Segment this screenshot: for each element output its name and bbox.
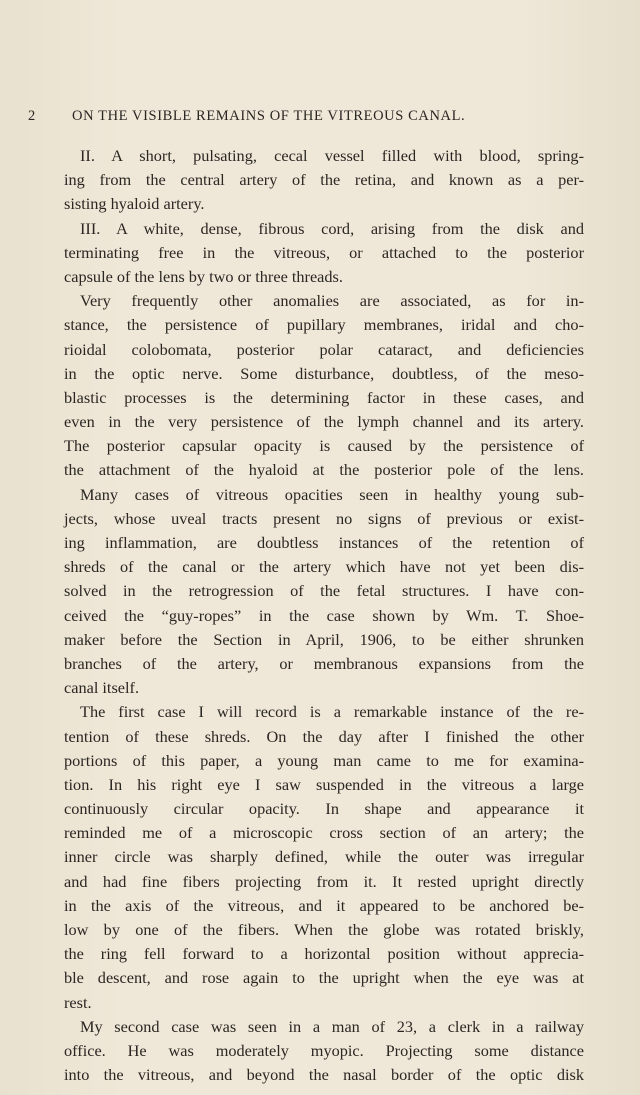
text-line: stance, the persistence of pupillary membranes, iridal and cho- — [64, 315, 584, 335]
text-line: ble descent, and rose again to the upright when the eye was at — [64, 968, 584, 988]
text-line: and had fine fibers projecting from it. It rested upright directly — [64, 871, 584, 891]
text-line: even in the very persistence of the lymph channel and its artery. — [64, 412, 584, 432]
text-line: ing inflammation, are doubtless instances of the retention of — [64, 533, 584, 552]
text-line: rioidal colobomata, posterior polar cataract, and deficiencies — [64, 339, 584, 359]
text-line: II. A short, pulsating, cecal vessel filled with blood, spring- — [80, 146, 584, 165]
running-head-title: ON THE VISIBLE REMAINS OF THE VITREOUS CANAL. — [72, 108, 466, 124]
text-line: My second case was seen in a man of 23, a clerk in a railway — [80, 1016, 584, 1036]
text-line: ceived the “guy-ropes” in the case shown by Wm. T. Shoe- — [64, 605, 584, 625]
text-line: in the axis of the vitreous, and it appeared to be anchored be- — [64, 895, 584, 915]
text-line: jects, whose uveal tracts present no signs of previous or exist- — [64, 508, 584, 528]
running-head — [28, 108, 608, 128]
page-number: 2 — [28, 108, 36, 124]
text-line: into the vitreous, and beyond the nasal border of the optic disk — [64, 1065, 584, 1085]
text-line: branches of the artery, or membranous expansions from the — [64, 653, 584, 673]
text-line: terminating free in the vitreous, or attached to the posterior — [64, 242, 584, 262]
text-line: solved in the retrogression of the fetal structures. I have con- — [64, 581, 584, 601]
text-line: tion. In his right eye I saw suspended in the vitreous a large — [64, 774, 584, 794]
text-line: Many cases of vitreous opacities seen in healthy young sub- — [80, 484, 584, 504]
text-line: Very frequently other anomalies are associated, as for in- — [80, 291, 584, 311]
text-line: rest. — [64, 992, 92, 1012]
text-line: canal itself. — [64, 678, 140, 698]
text-line: continuously circular opacity. In shape and appearance it — [64, 799, 584, 819]
text-line: III. A white, dense, fibrous cord, arising from the disk and — [80, 218, 584, 238]
text-line: blastic processes is the determining factor in these cases, and — [64, 387, 584, 407]
text-line: the ring fell forward to a horizontal position without apprecia- — [64, 944, 584, 964]
body-text — [64, 144, 584, 1087]
text-line: sisting hyaloid artery. — [64, 194, 205, 214]
text-line: reminded me of a microscopic cross section of an artery; the — [64, 823, 584, 843]
text-line: capsule of the lens by two or three threads. — [64, 266, 343, 286]
text-line: The first case I will record is a remarkable instance of the re- — [80, 702, 584, 722]
text-line: office. He was moderately myopic. Projecting some distance — [64, 1040, 584, 1060]
text-line: low by one of the fibers. When the globe was rotated briskly, — [64, 920, 584, 939]
text-line: portions of this paper, a young man came to me for examina- — [64, 750, 584, 770]
text-line: shreds of the canal or the artery which have not yet been dis- — [64, 557, 584, 577]
text-line: inner circle was sharply defined, while the outer was irregular — [64, 847, 584, 867]
text-line: maker before the Section in April, 1906, to be either shrunken — [64, 629, 584, 649]
text-line: ing from the central artery of the retina, and known as a per- — [64, 170, 584, 190]
text-line: The posterior capsular opacity is caused by the persistence of — [64, 436, 584, 456]
text-line: in the optic nerve. Some disturbance, doubtless, of the meso- — [64, 363, 584, 383]
text-line: the attachment of the hyaloid at the posterior pole of the lens. — [64, 460, 584, 480]
text-line: tention of these shreds. On the day after I finished the other — [64, 726, 584, 746]
